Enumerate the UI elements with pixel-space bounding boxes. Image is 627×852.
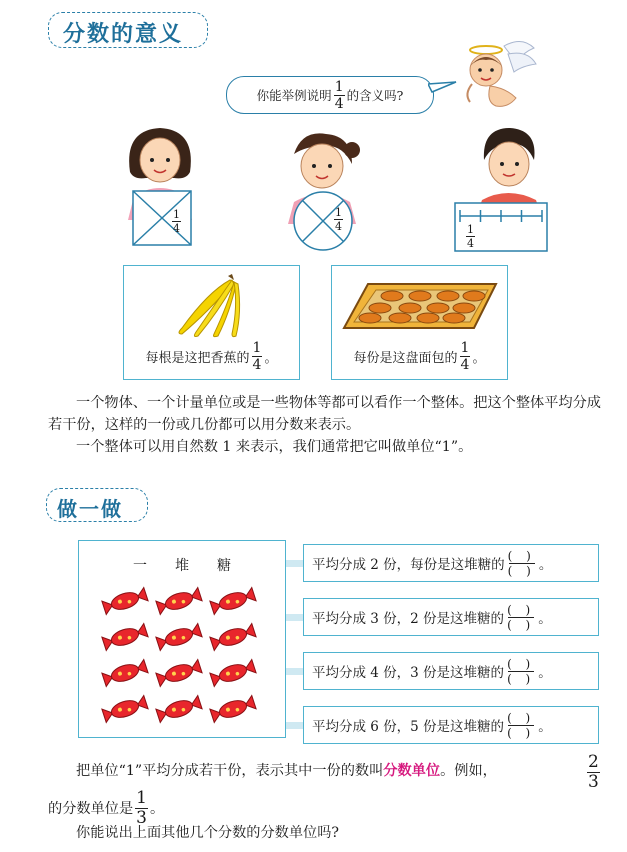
answer-blank[interactable]	[508, 550, 536, 577]
caption-text: 每份是这盘面包的	[353, 350, 458, 366]
section-title-banner	[48, 12, 208, 48]
candy-piece	[102, 659, 148, 687]
paragraph-whole-concept: 一个物体、一个计量单位或是一些物体等都可以看作一个整体。把这个整体平均分成若干份，这样的一份或几份都可以用分数来表示。	[48, 395, 601, 433]
connector	[286, 722, 304, 729]
highlighted-term: 分数单位	[383, 763, 441, 779]
definition-text: 把单位“1”平均分成若干份，表示其中一份的数叫	[76, 763, 384, 779]
candy-grid	[99, 583, 269, 733]
blank-denominator: ( )	[507, 725, 536, 740]
caption-fraction	[252, 341, 263, 372]
section-title: 分数的意义	[63, 21, 184, 47]
paragraph-unit-one: 一个整体可以用自然数 1 来表示，我们通常把它叫做单位“1”。	[76, 439, 473, 455]
row-text: 平均分成 3 份，2 份是这堆糖的	[312, 611, 505, 627]
definition-text: 的分数单位是	[48, 800, 134, 817]
row-end: 。	[538, 665, 552, 681]
fraction-numerator: 1	[173, 208, 180, 221]
fraction-denominator: 4	[252, 356, 262, 373]
candy-piece	[102, 623, 148, 651]
fraction-numerator: 1	[136, 788, 147, 808]
fraction-denominator: 4	[173, 222, 180, 235]
caption-end: 。	[264, 350, 278, 366]
banana-box	[123, 265, 300, 380]
speech-text-before: 你能举例说明	[256, 88, 332, 103]
row-text: 平均分成 2 份，每份是这堆糖的	[312, 557, 505, 573]
banana-bunch-illustration	[168, 272, 248, 338]
row-text: 平均分成 4 份，3 份是这堆糖的	[312, 665, 505, 681]
exercise-row-4	[303, 706, 599, 744]
fraction-numerator: 1	[460, 339, 470, 356]
fraction-denominator: 4	[334, 95, 344, 112]
example-fraction	[587, 754, 600, 791]
candy-piece	[210, 587, 256, 615]
connector	[286, 614, 304, 621]
fraction-denominator: 3	[136, 808, 147, 828]
connector	[286, 668, 304, 675]
speech-fraction	[334, 80, 345, 111]
blank-denominator: ( )	[507, 671, 536, 686]
definition-line-1	[48, 760, 618, 782]
definition-end: 。	[149, 800, 165, 817]
fraction-denominator: 4	[460, 356, 470, 373]
candy-piece	[156, 659, 202, 687]
bread-box	[331, 265, 508, 380]
blank-denominator: ( )	[507, 563, 536, 578]
blank-numerator: ( )	[507, 548, 536, 563]
speech-bubble-tail	[428, 80, 458, 96]
exercise-row-3	[303, 652, 599, 690]
candy-label: 一 堆 糖	[133, 558, 231, 574]
speech-bubble	[226, 76, 434, 114]
row-end: 。	[538, 719, 552, 735]
fraction-numerator: 1	[335, 206, 342, 219]
blank-numerator: ( )	[507, 656, 536, 671]
boy-with-ruler-illustration	[462, 120, 554, 210]
candy-box	[78, 540, 286, 738]
circle-fraction-label	[334, 207, 343, 232]
candy-piece	[156, 587, 202, 615]
candy-piece	[210, 623, 256, 651]
candy-piece	[210, 659, 256, 687]
answer-blank[interactable]	[507, 712, 535, 739]
candy-piece	[156, 623, 202, 651]
fraction-denominator: 4	[467, 237, 474, 250]
cupid-illustration	[456, 36, 540, 112]
answer-blank[interactable]	[507, 604, 535, 631]
fraction-denominator: 4	[335, 220, 342, 233]
blank-numerator: ( )	[507, 602, 536, 617]
bread-caption	[332, 339, 507, 373]
connector	[286, 560, 304, 567]
fraction-denominator: 3	[588, 772, 599, 792]
caption-end: 。	[472, 350, 486, 366]
candy-piece	[156, 695, 202, 723]
circle-quarter-diagram	[291, 190, 355, 252]
candy-piece	[102, 587, 148, 615]
fraction-numerator: 1	[467, 223, 474, 236]
blank-denominator: ( )	[507, 617, 536, 632]
definition-text-after: 。例如，	[440, 763, 497, 779]
banana-caption	[124, 339, 299, 373]
fraction-numerator: 1	[252, 339, 262, 356]
caption-text: 每根是这把香蕉的	[145, 350, 250, 366]
exercise-row-1	[303, 544, 599, 582]
speech-text-after: 的含义吗?	[346, 88, 404, 103]
closing-question: 你能说出上面其他几个分数的分数单位吗?	[76, 825, 339, 841]
square-fraction-label	[172, 209, 181, 234]
candy-piece	[210, 695, 256, 723]
exercise-title-banner	[46, 488, 148, 522]
answer-blank[interactable]	[507, 658, 535, 685]
square-quarter-diagram	[132, 190, 192, 246]
exercise-row-2	[303, 598, 599, 636]
fraction-numerator: 1	[334, 78, 344, 95]
blank-numerator: ( )	[507, 710, 536, 725]
caption-fraction	[460, 341, 471, 372]
row-end: 。	[538, 611, 552, 627]
row-end: 。	[538, 557, 553, 573]
fraction-numerator: 2	[588, 752, 599, 772]
bread-tray-illustration	[340, 278, 500, 334]
row-text: 平均分成 6 份，5 份是这堆糖的	[312, 719, 505, 735]
exercise-title: 做一做	[57, 497, 123, 521]
ruler-fraction-label	[466, 224, 475, 249]
candy-piece	[102, 695, 148, 723]
